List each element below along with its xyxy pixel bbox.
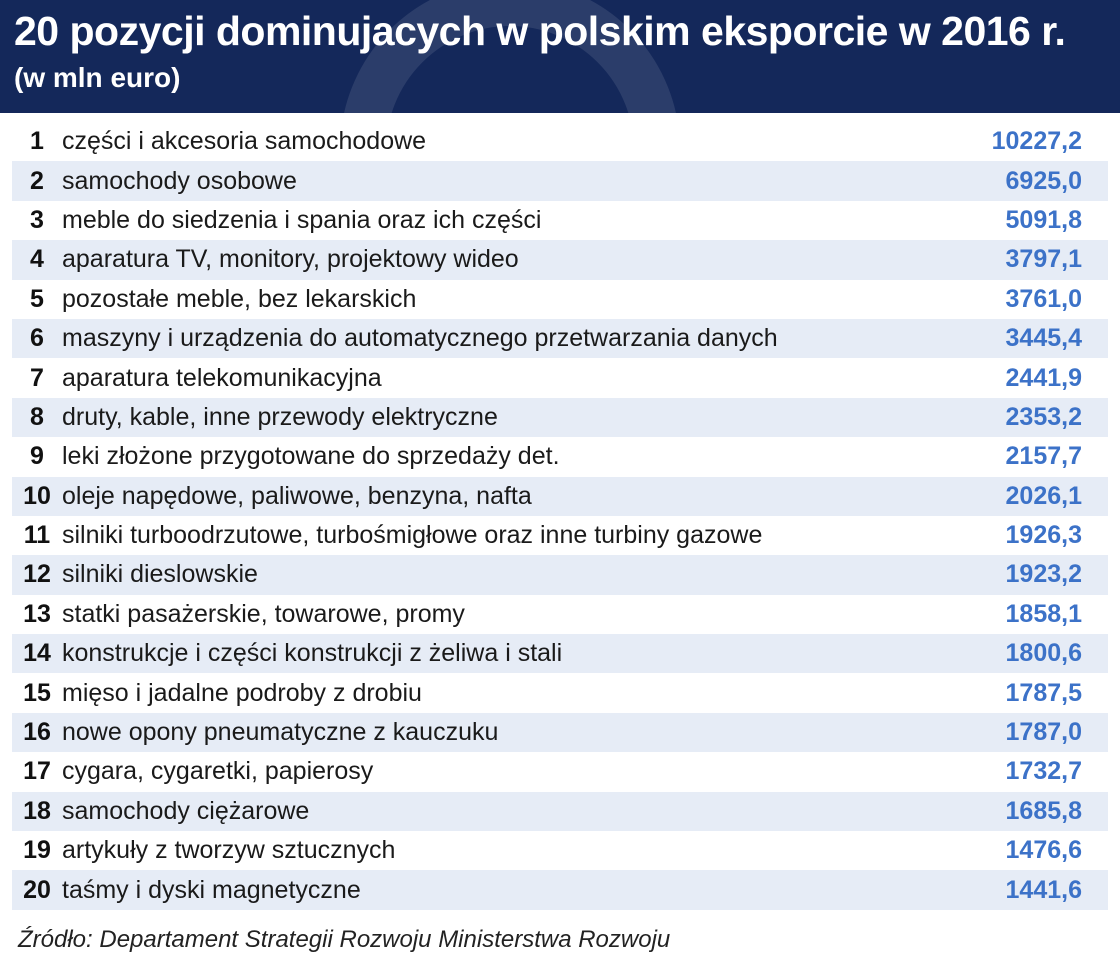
row-label: aparatura telekomunikacyjna [62, 363, 382, 392]
row-rank: 8 [30, 402, 44, 431]
row-label: silniki turboodrzutowe, turbośmigłowe oraz inne turbiny gazowe [62, 521, 763, 550]
source-note: Źródło: Departament Strategii Rozwoju Ministerstwa Rozwoju [18, 926, 671, 953]
table-row [12, 673, 1108, 712]
row-label: nowe opony pneumatyczne z kauczuku [62, 718, 499, 747]
table-row [12, 831, 1108, 870]
row-label: samochody ciężarowe [62, 796, 310, 825]
row-value: 1787,5 [1005, 678, 1082, 707]
export-table [12, 122, 1108, 910]
table-row [12, 240, 1108, 279]
row-rank: 3 [30, 205, 44, 234]
row-rank: 6 [30, 324, 44, 353]
table-row [12, 595, 1108, 634]
table-row [12, 870, 1108, 909]
row-rank: 19 [23, 836, 51, 865]
chart-title: 20 pozycji dominujacych w polskim eksporcie w 2016 r. [14, 8, 1066, 54]
row-value: 1858,1 [1005, 599, 1082, 628]
row-label: części i akcesoria samochodowe [62, 127, 427, 156]
row-label: silniki dieslowskie [62, 560, 258, 589]
row-rank: 10 [23, 481, 51, 510]
row-rank: 16 [23, 718, 51, 747]
row-value: 2353,2 [1005, 402, 1082, 431]
row-value: 1476,6 [1005, 836, 1082, 865]
table-row [12, 201, 1108, 240]
row-label: pozostałe meble, bez lekarskich [62, 284, 417, 313]
table-row [12, 319, 1108, 358]
row-value: 1732,7 [1005, 757, 1082, 786]
row-rank: 12 [23, 560, 51, 589]
row-rank: 2 [30, 166, 44, 195]
row-value: 1800,6 [1005, 639, 1082, 668]
row-value: 1685,8 [1005, 796, 1082, 825]
row-rank: 18 [23, 796, 51, 825]
row-value: 3761,0 [1005, 284, 1082, 313]
row-value: 1926,3 [1005, 521, 1082, 550]
row-rank: 17 [23, 757, 51, 786]
row-label: meble do siedzenia i spania oraz ich części [62, 205, 542, 234]
table-row [12, 516, 1108, 555]
table-row [12, 555, 1108, 594]
row-rank: 9 [30, 442, 44, 471]
row-label: druty, kable, inne przewody elektryczne [62, 402, 498, 431]
chart-subtitle: (w mln euro) [14, 62, 181, 93]
row-rank: 15 [23, 678, 51, 707]
table-row [12, 161, 1108, 200]
row-label: cygara, cygaretki, papierosy [62, 757, 374, 786]
row-value: 6925,0 [1005, 166, 1082, 195]
row-label: artykuły z tworzyw sztucznych [62, 836, 396, 865]
table-row [12, 477, 1108, 516]
row-value: 2026,1 [1005, 481, 1082, 510]
row-value: 3797,1 [1005, 245, 1082, 274]
table-row [12, 280, 1108, 319]
row-label: aparatura TV, monitory, projektowy wideo [62, 245, 519, 274]
row-rank: 4 [30, 245, 44, 274]
table-row [12, 752, 1108, 791]
row-value: 1441,6 [1005, 875, 1082, 904]
row-label: samochody osobowe [62, 166, 297, 195]
table-row [12, 634, 1108, 673]
row-value: 2441,9 [1005, 363, 1082, 392]
row-rank: 1 [30, 127, 44, 156]
table-row [12, 437, 1108, 476]
table-row [12, 122, 1108, 161]
row-rank: 11 [23, 521, 51, 550]
row-rank: 20 [23, 875, 51, 904]
header-banner [0, 0, 1120, 113]
row-label: maszyny i urządzenia do automatycznego przetwarzania danych [62, 324, 778, 353]
table-row [12, 398, 1108, 437]
table-row [12, 358, 1108, 397]
row-rank: 14 [23, 639, 51, 668]
row-label: mięso i jadalne podroby z drobiu [62, 678, 422, 707]
row-value: 10227,2 [991, 127, 1082, 156]
row-label: taśmy i dyski magnetyczne [62, 875, 361, 904]
row-rank: 5 [30, 284, 44, 313]
row-rank: 7 [30, 363, 44, 392]
row-value: 1787,0 [1005, 718, 1082, 747]
row-value: 5091,8 [1005, 205, 1082, 234]
row-label: konstrukcje i części konstrukcji z żeliwa i stali [62, 639, 563, 668]
table-row [12, 792, 1108, 831]
row-value: 1923,2 [1005, 560, 1082, 589]
row-label: leki złożone przygotowane do sprzedaży det. [62, 442, 560, 471]
row-value: 3445,4 [1005, 324, 1082, 353]
table-row [12, 713, 1108, 752]
row-label: statki pasażerskie, towarowe, promy [62, 599, 465, 628]
row-label: oleje napędowe, paliwowe, benzyna, nafta [62, 481, 532, 510]
row-rank: 13 [23, 599, 51, 628]
row-value: 2157,7 [1005, 442, 1082, 471]
